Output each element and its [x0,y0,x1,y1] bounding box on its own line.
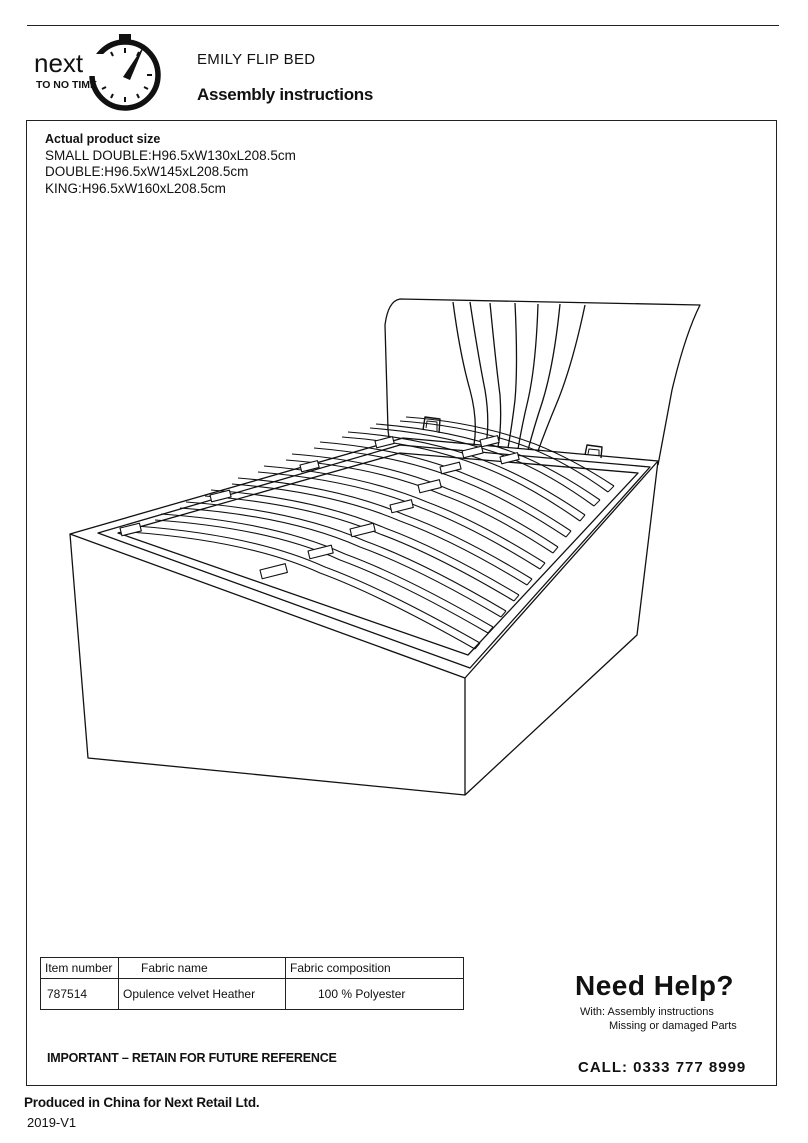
logo-next-text: next [34,48,84,78]
item-number-value: 787514 [41,979,119,1010]
size-line: KING:H96.5xW160xL208.5cm [45,180,226,196]
product-title: EMILY FLIP BED [197,51,316,68]
produced-in-label: Produced in China for Next Retail Ltd. [24,1095,260,1110]
ottoman-bed-illustration [60,295,710,800]
next-to-no-time-logo [30,32,170,114]
item-number-header: Item number [41,958,119,979]
document-title: Assembly instructions [197,85,374,104]
version-label: 2019-V1 [27,1115,77,1130]
size-heading: Actual product size [45,132,161,146]
logo-tagline-text: TO NO TIME [36,79,98,91]
need-help-title: Need Help? [575,970,735,1001]
fabric-name-value: Opulence velvet Heather [119,979,286,1010]
top-rule [27,25,779,26]
important-notice: IMPORTANT – RETAIN FOR FUTURE REFERENCE [47,1051,337,1065]
call-number[interactable]: CALL: 0333 777 8999 [578,1059,747,1076]
product-size-block [45,131,296,197]
table-row [41,979,464,1010]
fabric-name-header: Fabric name [119,958,286,979]
size-line: SMALL DOUBLE:H96.5xW130xL208.5cm [45,147,296,163]
product-info-table [40,957,464,1010]
stopwatch-icon [30,32,170,114]
fabric-composition-header: Fabric composition [286,958,464,979]
fabric-composition-value: 100 % Polyester [286,979,464,1010]
help-parts-line: Missing or damaged Parts [609,1020,737,1032]
table-header-row [41,958,464,979]
help-assembly-line: With: Assembly instructions [580,1006,714,1018]
size-line: DOUBLE:H96.5xW145xL208.5cm [45,164,249,179]
